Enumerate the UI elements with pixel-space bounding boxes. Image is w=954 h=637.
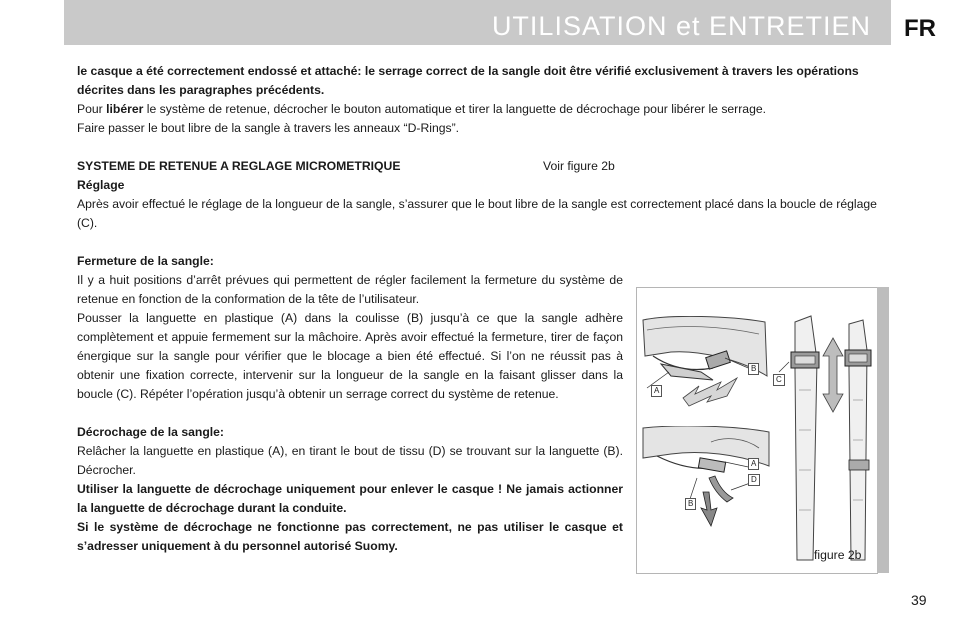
fermeture-paragraph-2: Pousser la languette en plastique (A) dans la coulisse (B) jusqu’à ce que la sangle adhère complètement et appuie fermement sur la mâchoire. Après avoir effectué la fermeture, tirer de façon énergique sur la sangle pour vérifier que le blocage a bien été effectué. Si l’on ne réussit pas à obtenir une fixation correcte, intervenir sur la longueur de la sangle en la faisant glisser dans la boucle (C). Répéter l’opération jusqu’à obtenir un serrage correct du système de retenue.	[77, 311, 623, 401]
micro-heading-row	[77, 157, 879, 176]
page-number: 39	[911, 592, 927, 608]
label-a-top: A	[651, 385, 662, 397]
fermeture-paragraph-1: Il y a huit positions d’arrêt prévues qui permettent de régler facilement la fermeture du système de retenue en fonction de la conformation de la tête de l’utilisateur.	[77, 273, 623, 306]
figure-caption: figure 2b	[814, 548, 862, 562]
decrochage-heading: Décrochage de la sangle:	[77, 425, 224, 439]
figure-2b-frame	[636, 287, 878, 574]
intro-bold-paragraph: le casque a été correctement endossé et attaché: le serrage correct de la sangle doit être vérifié exclusivement à travers les opérations décrites dans les paragraphes précédents.	[77, 64, 859, 97]
decrochage-paragraph: Relâcher la languette en plastique (A), en tirant le bout de tissu (D) se trouvant sur la languette (B). Décrocher.	[77, 444, 623, 477]
reglage-paragraph: Après avoir effectué le réglage de la longueur de la sangle, s’assurer que le bout libre de la sangle est correctement placé dans la boucle de réglage (C).	[77, 197, 877, 230]
release-keyword: libérer	[106, 102, 144, 116]
decrochage-warning-2: Si le système de décrochage ne fonctionne pas correctement, ne pas utiliser le casque et s’adresser uniquement à du personnel autorisé Suomy.	[77, 520, 623, 553]
decrochage-warning-1: Utiliser la languette de décrochage uniquement pour enlever le casque ! Ne jamais actionner la languette de décrochage durant la conduite.	[77, 482, 623, 515]
label-b-bottom: B	[685, 498, 696, 510]
release-paragraph	[77, 100, 879, 119]
fermeture-heading: Fermeture de la sangle:	[77, 254, 214, 268]
reglage-subheading: Réglage	[77, 178, 125, 192]
label-c: C	[773, 374, 785, 386]
strap-adjustment-illustration	[773, 310, 873, 570]
label-a-bottom: A	[748, 458, 759, 470]
figure-shadow-bar	[877, 287, 889, 573]
dring-paragraph: Faire passer le bout libre de la sangle à travers les anneaux “D-Rings”.	[77, 121, 460, 135]
page-title: UTILISATION et ENTRETIEN	[491, 11, 871, 41]
micro-heading: SYSTEME DE RETENUE A REGLAGE MICROMETRIQUE	[77, 159, 401, 173]
release-text-pre: Pour	[77, 102, 107, 116]
spacer	[77, 233, 879, 252]
spacer	[77, 138, 879, 157]
figure-reference: Voir figure 2b	[543, 159, 615, 173]
release-text-post: le système de retenue, décrocher le bouton automatique et tirer la languette de décrochage pour libérer le serrage.	[143, 102, 767, 116]
label-b-top: B	[748, 363, 759, 375]
label-d: D	[748, 474, 760, 486]
header-bar	[64, 0, 891, 45]
language-badge: FR	[904, 15, 936, 42]
